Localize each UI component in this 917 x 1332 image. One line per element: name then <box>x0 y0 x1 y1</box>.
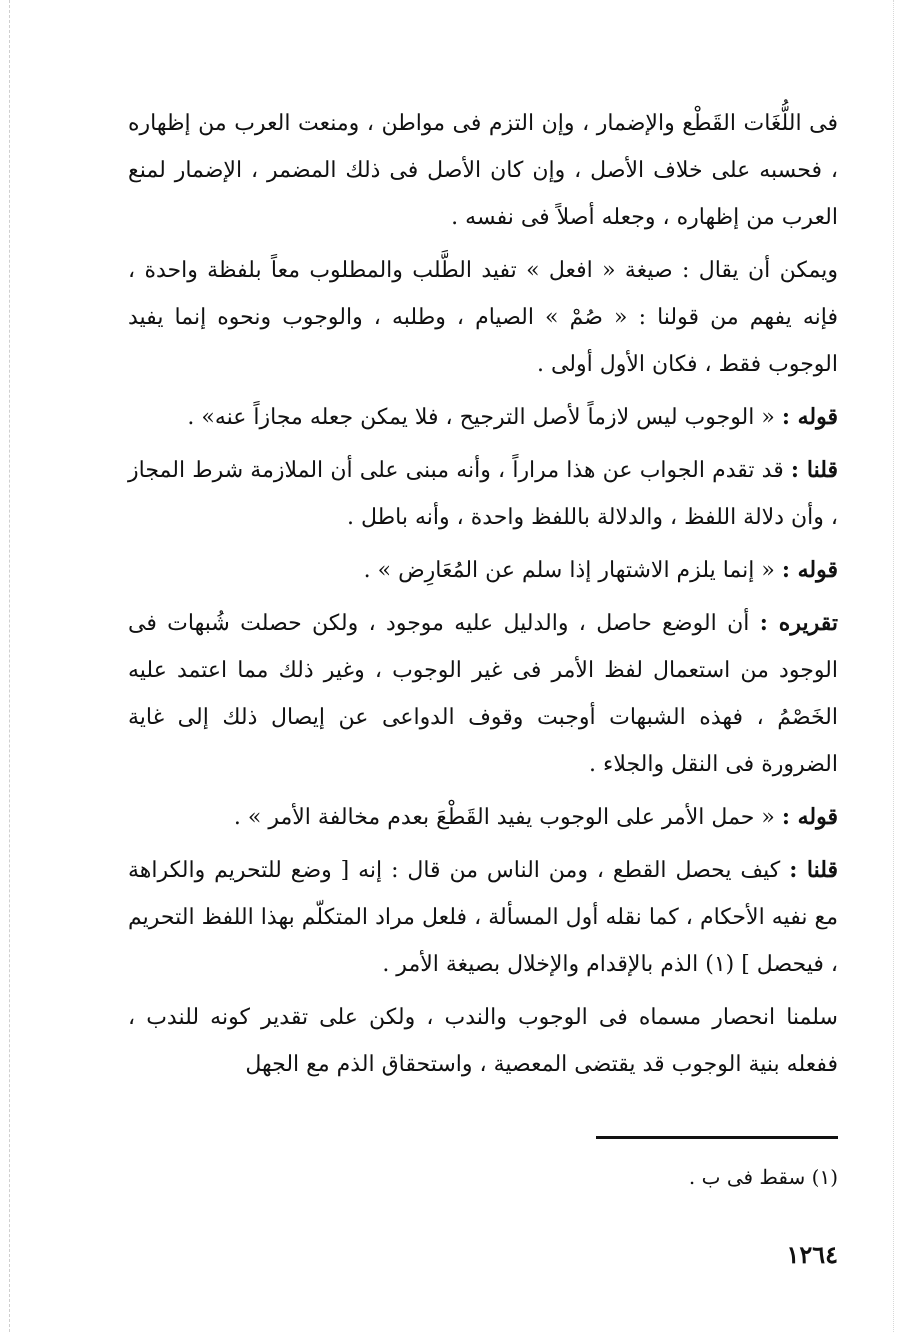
paragraph-2 <box>128 247 838 388</box>
paragraph-lead: قوله : <box>781 404 838 430</box>
footnote: (١) سقط فى ب . <box>688 1165 838 1189</box>
paragraph-text: فى اللُّغَات القَطْع والإضمار ، وإن التزم فى مواطن ، ومنعت العرب من إظهاره ، فحسبه على خلاف الأصل ، وإن كان الأصل فى ذلك المضمر ، الإضمار لمنع العرب من إظهاره ، وجعله أصلاً فى نفسه . <box>128 111 838 230</box>
paragraph-text: قد تقدم الجواب عن هذا مراراً ، وأنه مبنى على أن الملازمة شرط المجاز ، وأن دلالة اللفظ ، والدلالة باللفظ واحدة ، وأنه باطل . <box>128 458 838 530</box>
paragraph-5 <box>128 547 838 594</box>
paragraph-7 <box>128 794 838 841</box>
paragraph-lead: تقريره : <box>759 610 838 636</box>
paragraph-3 <box>128 394 838 441</box>
paragraph-text: « الوجوب ليس لازماً لأصل الترجيح ، فلا يمكن جعله مجازاً عنه» . <box>187 405 782 430</box>
paragraph-6 <box>128 600 838 788</box>
paragraph-4 <box>128 447 838 541</box>
paragraph-lead: قوله : <box>781 557 838 583</box>
paragraph-lead: قلنا : <box>790 457 839 483</box>
paragraph-text: ويمكن أن يقال : صيغة « افعل » تفيد الطَّلب والمطلوب معاً بلفظة واحدة ، فإنه يفهم من قولنا : « صُمْ » الصيام ، وطلبه ، والوجوب ونحوه إنما يفيد الوجوب فقط ، فكان الأول أولى . <box>128 258 838 377</box>
paragraph-8 <box>128 847 838 988</box>
paragraph-text: سلمنا انحصار مسماه فى الوجوب والندب ، ولكن على تقدير كونه للندب ، ففعله بنية الوجوب قد يقتضى المعصية ، واستحقاق الذم مع الجهل <box>128 1005 838 1077</box>
page-edge-left <box>9 0 10 1332</box>
paragraph-text: كيف يحصل القطع ، ومن الناس من قال : إنه [ وضع للتحريم والكراهة مع نفيه الأحكام ، كما نقله أول المسألة ، فلعل مراد المتكلّم بهذا اللفظ التحريم ، فيحصل ] (١) الذم بالإقدام والإخلال بصيغة الأمر . <box>128 858 838 977</box>
paragraph-1 <box>128 100 838 241</box>
paragraph-lead: قوله : <box>781 804 838 830</box>
paragraph-lead: قلنا : <box>789 857 839 883</box>
page-number: ١٢٦٤ <box>786 1240 838 1269</box>
main-text <box>128 100 838 1094</box>
paragraph-text: « حمل الأمر على الوجوب يفيد القَطْعَ بعدم مخالفة الأمر » . <box>233 805 782 830</box>
footnote-divider <box>596 1136 838 1139</box>
page-edge-right <box>893 0 894 1332</box>
paragraph-text: أن الوضع حاصل ، والدليل عليه موجود ، ولكن حصلت شُبهات فى الوجود من استعمال لفظ الأمر فى غير الوجوب ، وغير ذلك مما اعتمد عليه الخَصْمُ ، فهذه الشبهات أوجبت وقوف الدواعى عن إيصال ذلك إلى غاية الضرورة فى النقل والجلاء . <box>128 611 838 777</box>
paragraph-text: « إنما يلزم الاشتهار إذا سلم عن المُعَارِض » . <box>363 558 782 583</box>
paragraph-9 <box>128 994 838 1088</box>
